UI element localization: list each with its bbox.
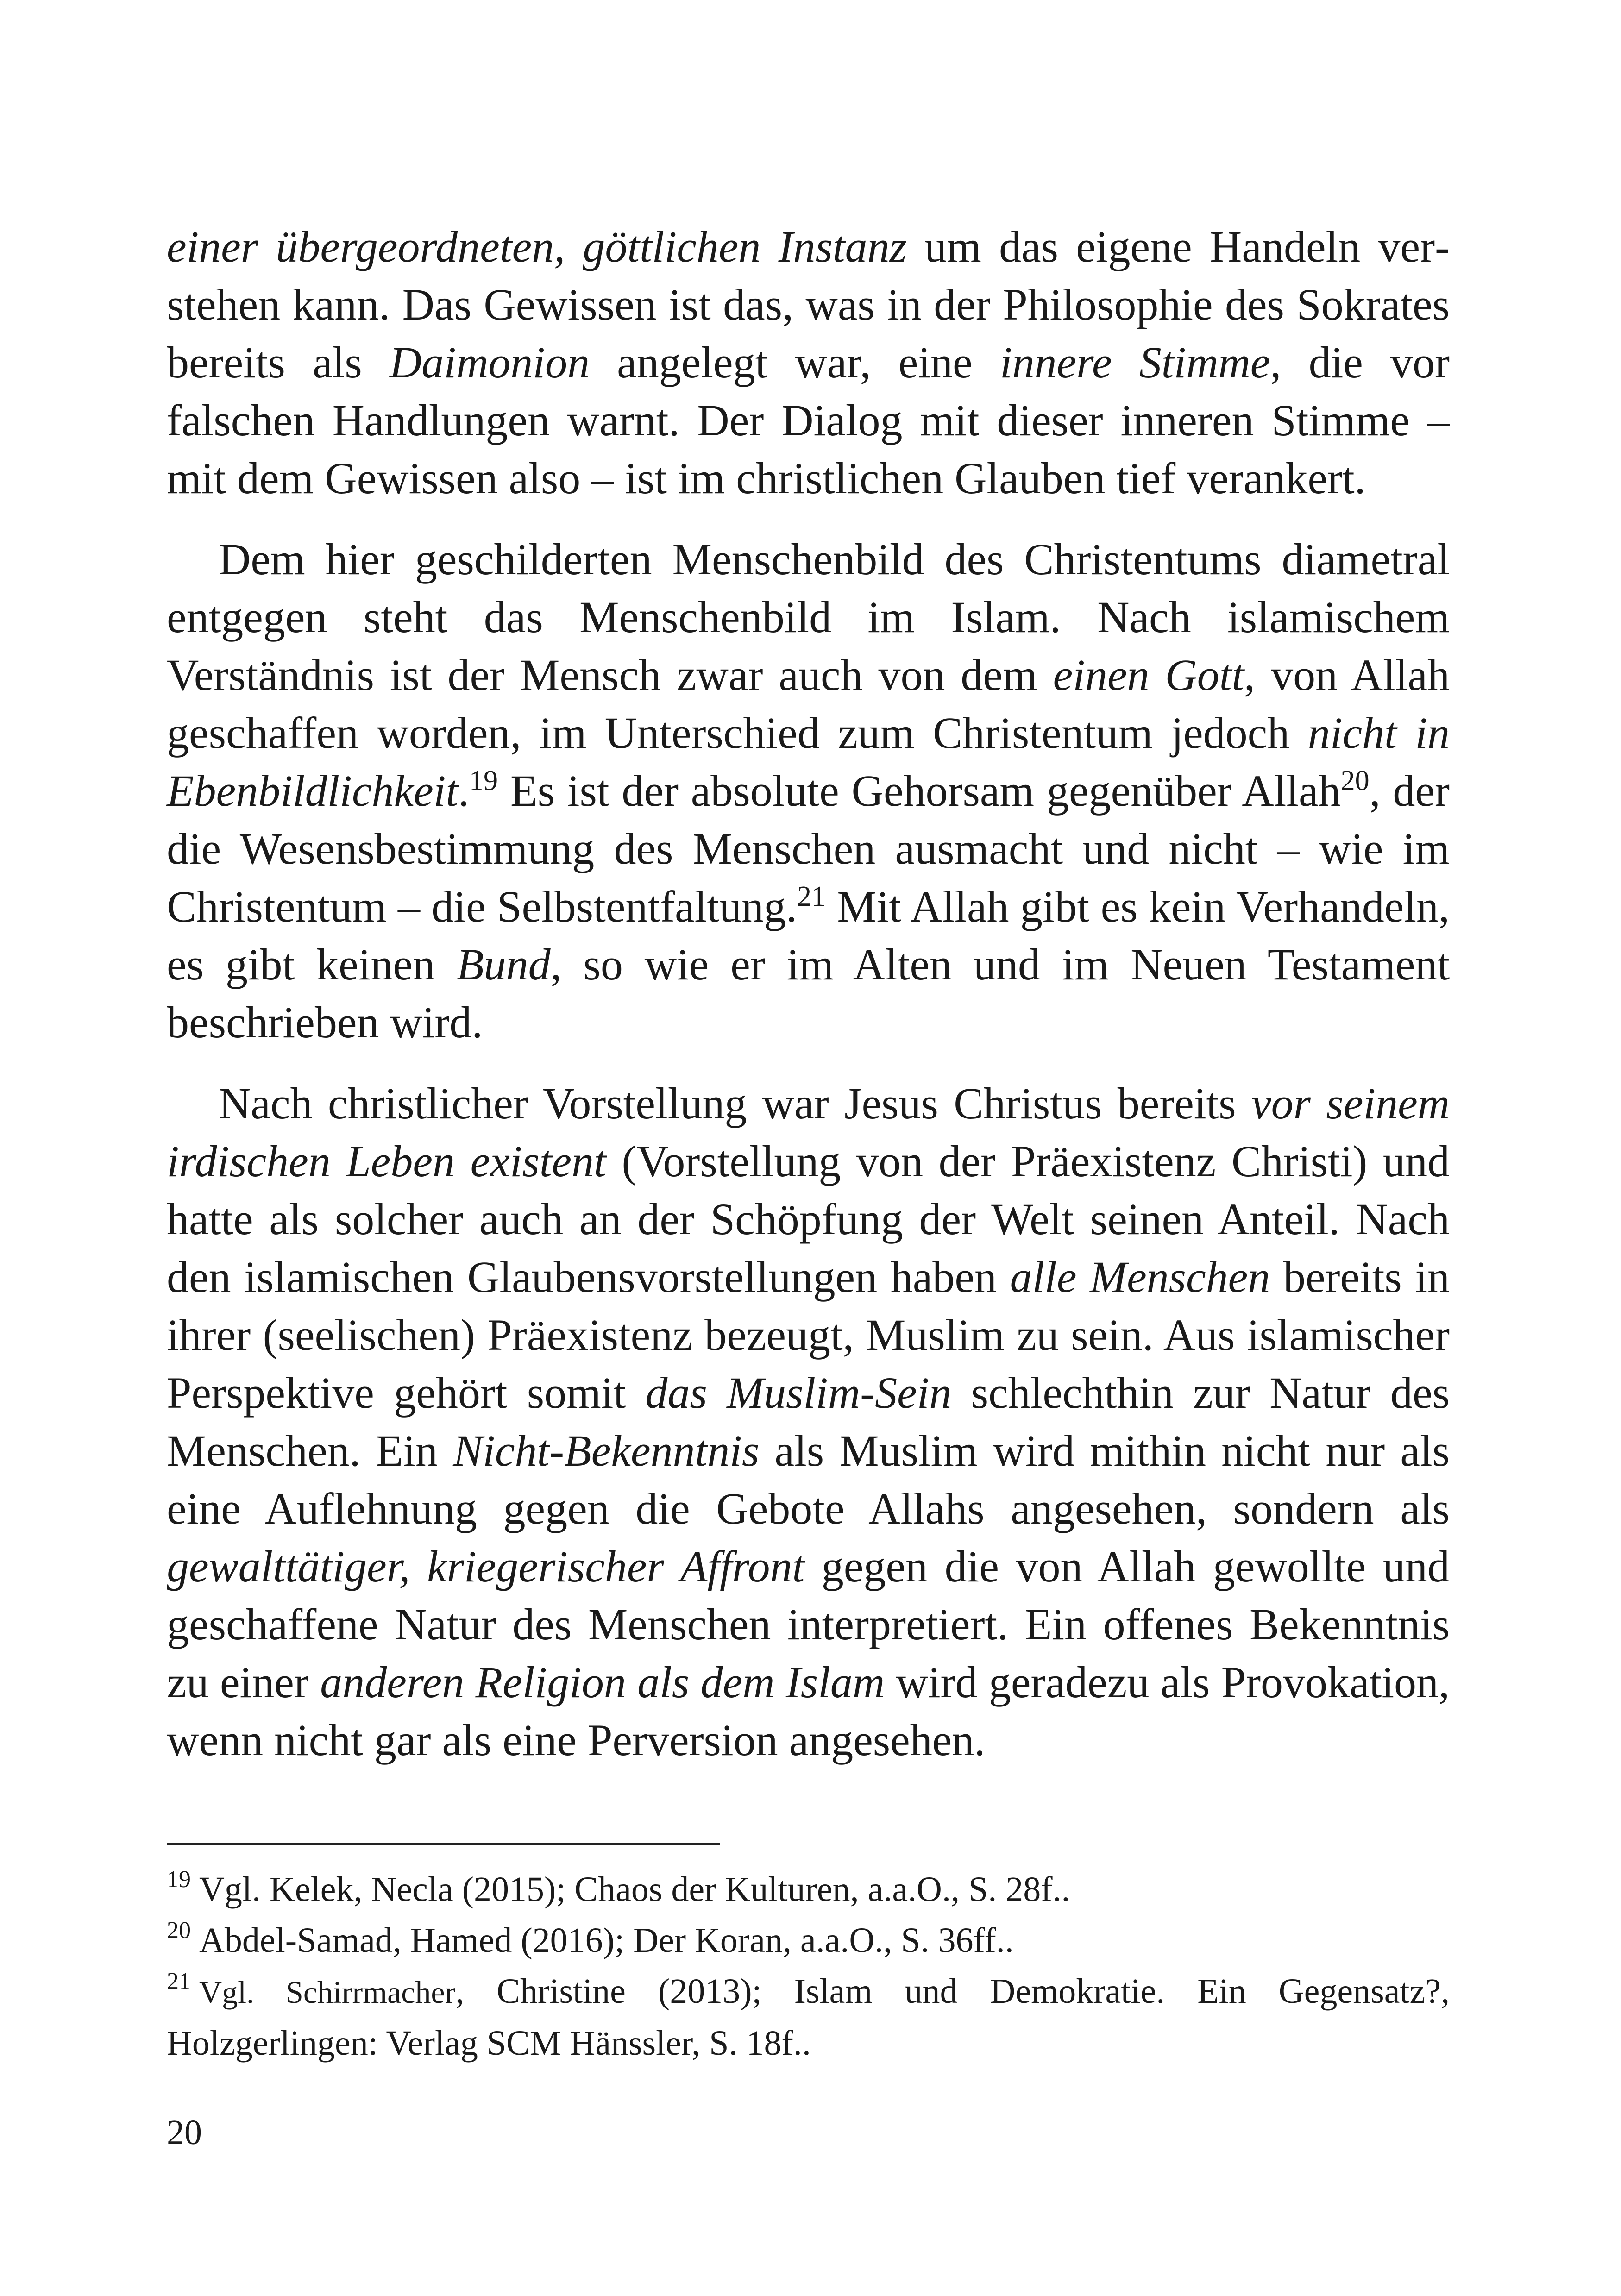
emphasis: alle Menschen	[1010, 1252, 1270, 1302]
text-run: schlechthin zur Natur des Menschen. Ein	[167, 1368, 1450, 1475]
paragraph-2	[167, 530, 1450, 1051]
text-run: um das eigene Handeln verstehen kann. Das Gewissen ist das, was in der Philosophie des Sokrates bereits als	[167, 222, 1450, 387]
footnote-text: , Christine (2013); Islam und Demokratie. Ein Gegensatz?, Holzgerlingen: Verlag SCM Hänssler, S. 18f..	[167, 1972, 1450, 2063]
text-run: .	[458, 766, 470, 816]
footnote-21	[167, 1966, 1450, 2069]
text-run: gegen die von Allah gewollte und geschaffene Natur des Menschen interpretiert. Ein offenes Bekenntnis zu einer	[167, 1542, 1450, 1707]
text-run: , die vor falschen Handlungen warnt. Der Dialog mit dieser inneren Stimme – mit dem Gewissen also – ist im christlichen Glauben tief verankert.	[167, 338, 1450, 503]
emphasis: einen Gott	[1053, 650, 1244, 700]
text-run: als Muslim wird mithin nicht nur als eine Auflehnung gegen die Gebote Allahs angesehen, sondern als	[167, 1426, 1450, 1533]
footnote-20	[167, 1915, 1450, 1966]
text-run: , von Allah geschaffen worden, im Unterschied zum Christentum jedoch	[167, 650, 1450, 758]
page-number: 20	[167, 2113, 202, 2152]
body-text	[167, 218, 1450, 1769]
footnote-text: Abdel-Samad, Hamed (2016); Der Koran, a.a.O., S. 36ff..	[199, 1921, 1014, 1960]
emphasis: das Muslim-Sein	[645, 1368, 952, 1418]
text-run: bereits in ihrer (seelischen) Präexistenz bezeugt, Muslim zu sein. Aus islamischer Perspektive gehört somit	[167, 1252, 1450, 1418]
emphasis: gewalttätiger, kriegerischer Affront	[167, 1542, 805, 1591]
text-run: , so wie er im Alten und im Neuen Testament beschrieben wird.	[167, 940, 1450, 1047]
footnote-number: 21	[167, 1968, 191, 1995]
footnote-ref[interactable]: 21	[797, 881, 826, 912]
emphasis: innere Stimme	[999, 338, 1270, 387]
text-run: , der die Wesensbestimmung des Menschen ausmacht und nicht – wie im Christentum – die Selbstentfaltung.	[167, 766, 1450, 931]
emphasis: anderen Religion als dem Islam	[320, 1657, 885, 1707]
text-run: (Vorstellung von der Präexistenz Christi) und hatte als solcher auch an der Schöpfung der Welt seinen Anteil. Nach den islamischen Glaubensvorstellungen haben	[167, 1136, 1450, 1302]
footnotes	[167, 1864, 1450, 2069]
footnote-text: Vgl. Kelek, Necla (2015); Chaos der Kulturen, a.a.O., S. 28f..	[199, 1870, 1070, 1909]
emphasis: vor seinem irdischen Leben existent	[167, 1079, 1450, 1186]
text-run: wird geradezu als Provokation, wenn nicht gar als eine Perversion angesehen.	[167, 1657, 1450, 1765]
footnote-ref[interactable]: 20	[1340, 765, 1370, 797]
footnote-19	[167, 1864, 1450, 1915]
text-run: Mit Allah gibt es kein Verhandeln, es gibt keinen	[167, 882, 1450, 989]
paragraph-3	[167, 1074, 1450, 1769]
text-run: Es ist der absolute Gehorsam gegenüber Allah	[498, 766, 1341, 816]
footnote-divider	[167, 1843, 720, 1845]
emphasis: Bund	[456, 940, 551, 989]
footnote-ref[interactable]: 19	[469, 765, 498, 797]
footnote-prefix: Vgl. Schirrmacher	[199, 1975, 456, 2010]
emphasis: einer übergeordneten, göttlichen Instanz	[167, 222, 907, 271]
paragraph-1	[167, 218, 1450, 507]
emphasis: Daimonion	[389, 338, 590, 387]
text-run: angelegt war, eine	[589, 338, 1000, 387]
emphasis: nicht in Ebenbildlichkeit	[167, 708, 1450, 816]
emphasis: Nicht-Bekenntnis	[453, 1426, 760, 1475]
footnote-number: 20	[167, 1917, 191, 1944]
footnote-number: 19	[167, 1866, 191, 1893]
text-run: Dem hier geschilderten Menschenbild des Christentums diametral entgegen steht das Menschenbild im Islam. Nach islamischem Verständnis ist der Mensch zwar auch von dem	[167, 534, 1450, 700]
text-run: Nach christlicher Vorstellung war Jesus Christus bereits	[219, 1079, 1252, 1128]
